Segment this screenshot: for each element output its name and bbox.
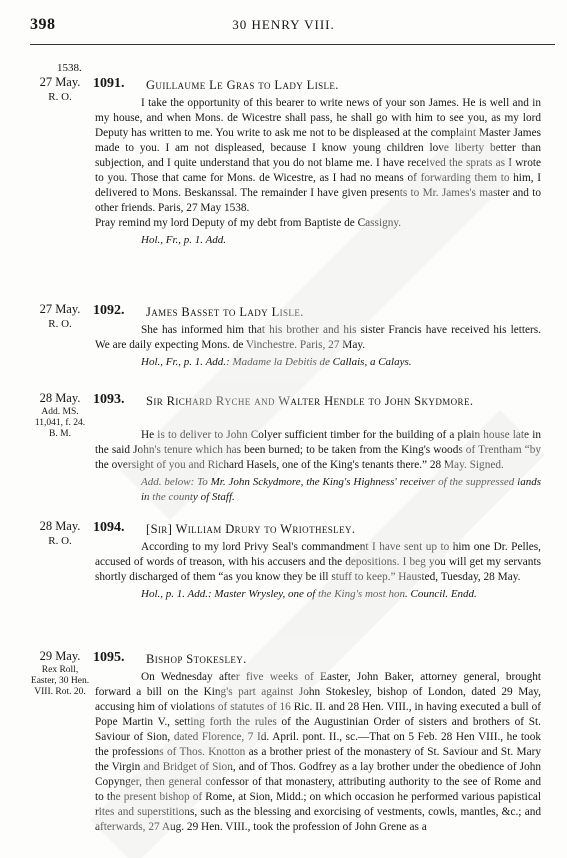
entry-title: Guillaume Le Gras to Lady Lisle. (146, 78, 339, 92)
entry-note (95, 587, 541, 602)
entry-body (95, 428, 541, 505)
entry-margin (30, 650, 90, 698)
entry-margin (30, 303, 90, 331)
entry-source: R. O. (48, 318, 72, 330)
entry-body (95, 670, 541, 835)
header-rule (30, 44, 555, 45)
entry-title: James Basset to Lady Lisle. (146, 305, 304, 319)
entry-body (95, 323, 541, 370)
entry-number: 1095. (93, 650, 125, 665)
entry-note (95, 355, 541, 370)
entry-paragraph: On Wednesday after five weeks of Easter, John Baker, attorney general, brought forward a bill on the King's part against John Stokesley, bishop of London, dated 29 May, accusing him of violations of statutes of 16 Ric. II. and 28 Hen. VIII., in having executed a bull of Pope Martin V., setting forth the rules of the Augustinian Order of sisters and brothers of St. Saviour of Sion, dated Florence, 7 Id. April. pont. II., sc.—That on 5 Feb. 28 Hen VIII., he took the professions of Thos. Knotton as a brother priest of the monastery of St. Saviour and St. Mary the Virgin and Bridget of Sion, and of Thos. Godfrey as a lay brother under the obedience of John Copynger, then general confessor of that monastery, attributing authority to the see of Rome and to the present bishop of Rome, at Sion, Midd.; on which occasion he performed various papistical rites and superstitions, such as the blessing and exorcising of vestments, cowls, mantles, &c.; and afterwards, 27 Aug. 29 Hen. VIII., took the profession of John Grene as a (95, 671, 541, 833)
entry-source: Add. MS. 11,041, f. 24. B. M. (34, 407, 86, 439)
entry-source: R. O. (48, 535, 72, 547)
entry-date: 29 May. (39, 649, 81, 663)
entry-body (95, 96, 541, 248)
entry-paragraph: He is to deliver to John Colyer sufficient timber for the building of a plain house late in the said John's tenure which has been burned; to be taken from the King's woods of Trentham “by the oversight of you and Richard Hasels, one of the King's tenants there.” 28 May. Signed. (95, 429, 541, 471)
entry-note-text: Add. below: To Mr. John Sckydmore, the King's Highness' receiver of the suppressed lands in the county of Staff. (141, 476, 541, 503)
entry-date: 27 May. (39, 75, 81, 89)
entry-paragraph: Pray remind my lord Deputy of my debt from Baptiste de Cassigny. (95, 217, 402, 229)
entry-title: Bishop Stokesley. (146, 652, 247, 666)
entry-note-text: Hol., Fr., p. 1. Add. (141, 234, 227, 246)
entry-note (95, 233, 541, 248)
entry-note-text: Hol., p. 1. Add.: Master Wrysley, one of the King's most hon. Council. Endd. (141, 588, 477, 600)
entry-number: 1094. (93, 520, 125, 535)
entry-date: 27 May. (39, 302, 81, 316)
entry-body (95, 540, 541, 602)
entry-number: 1091. (93, 76, 125, 91)
entry-margin (30, 392, 90, 440)
entry-source: R. O. (48, 91, 72, 103)
entry-note-text: Hol., Fr., p. 1. Add.: Madame la Debitis de Callais, a Calays. (141, 356, 412, 368)
running-head: 30 HENRY VIII. (232, 17, 335, 32)
entry-note (95, 475, 541, 505)
entry-paragraph: She has informed him that his brother and his sister Francis have received his letters. We are daily expecting Mons. de Vinchestre. Paris, 27 May. (95, 324, 541, 351)
page-number: 398 (30, 16, 56, 33)
entry-title: Sir Richard Ryche and Walter Hendle to John Skydmore. (146, 394, 474, 408)
entry-date: 28 May. (39, 519, 81, 533)
entry-number: 1092. (93, 303, 125, 318)
entry-paragraph: I take the opportunity of this bearer to write news of your son James. He is well and in my house, and when Mons. de Wicestre shall pass, he shall go with him to see you, as my lord Deputy has written to me. You write to ask me not to be displeased at the complaint Master James made to you. I am not displeased, because I know young children love liberty better than subjection, and I quite understand that you do not blame me. I have received the sprats as I wrote to you. Those that came for Mons. de Wicestre, as I had no means of forwarding them to him, I delivered to Mons. Beskanssal. The remainder I have given presents to Mr. James's master and to other friends. Paris, 27 May 1538. (95, 97, 541, 214)
entry-margin (30, 520, 90, 548)
entry-source: Rex Roll, Easter, 30 Hen. VIII. Rot. 20. (30, 665, 90, 697)
entry-date: 28 May. (39, 391, 81, 405)
entry-number: 1093. (93, 392, 125, 407)
entry-margin (30, 76, 90, 104)
entry-paragraph: According to my lord Privy Seal's commandment I have sent up to him one Dr. Pelles, accused of words of treason, with his accusers and the depositions. I beg you will get my servants shortly discharged of them “as you know they be ill stuff to keep.” Hausted, Tuesday, 28 May. (95, 541, 541, 583)
entry-title: [Sir] William Drury to Wriothesley. (146, 522, 356, 536)
year-label: 1538. (57, 62, 82, 74)
